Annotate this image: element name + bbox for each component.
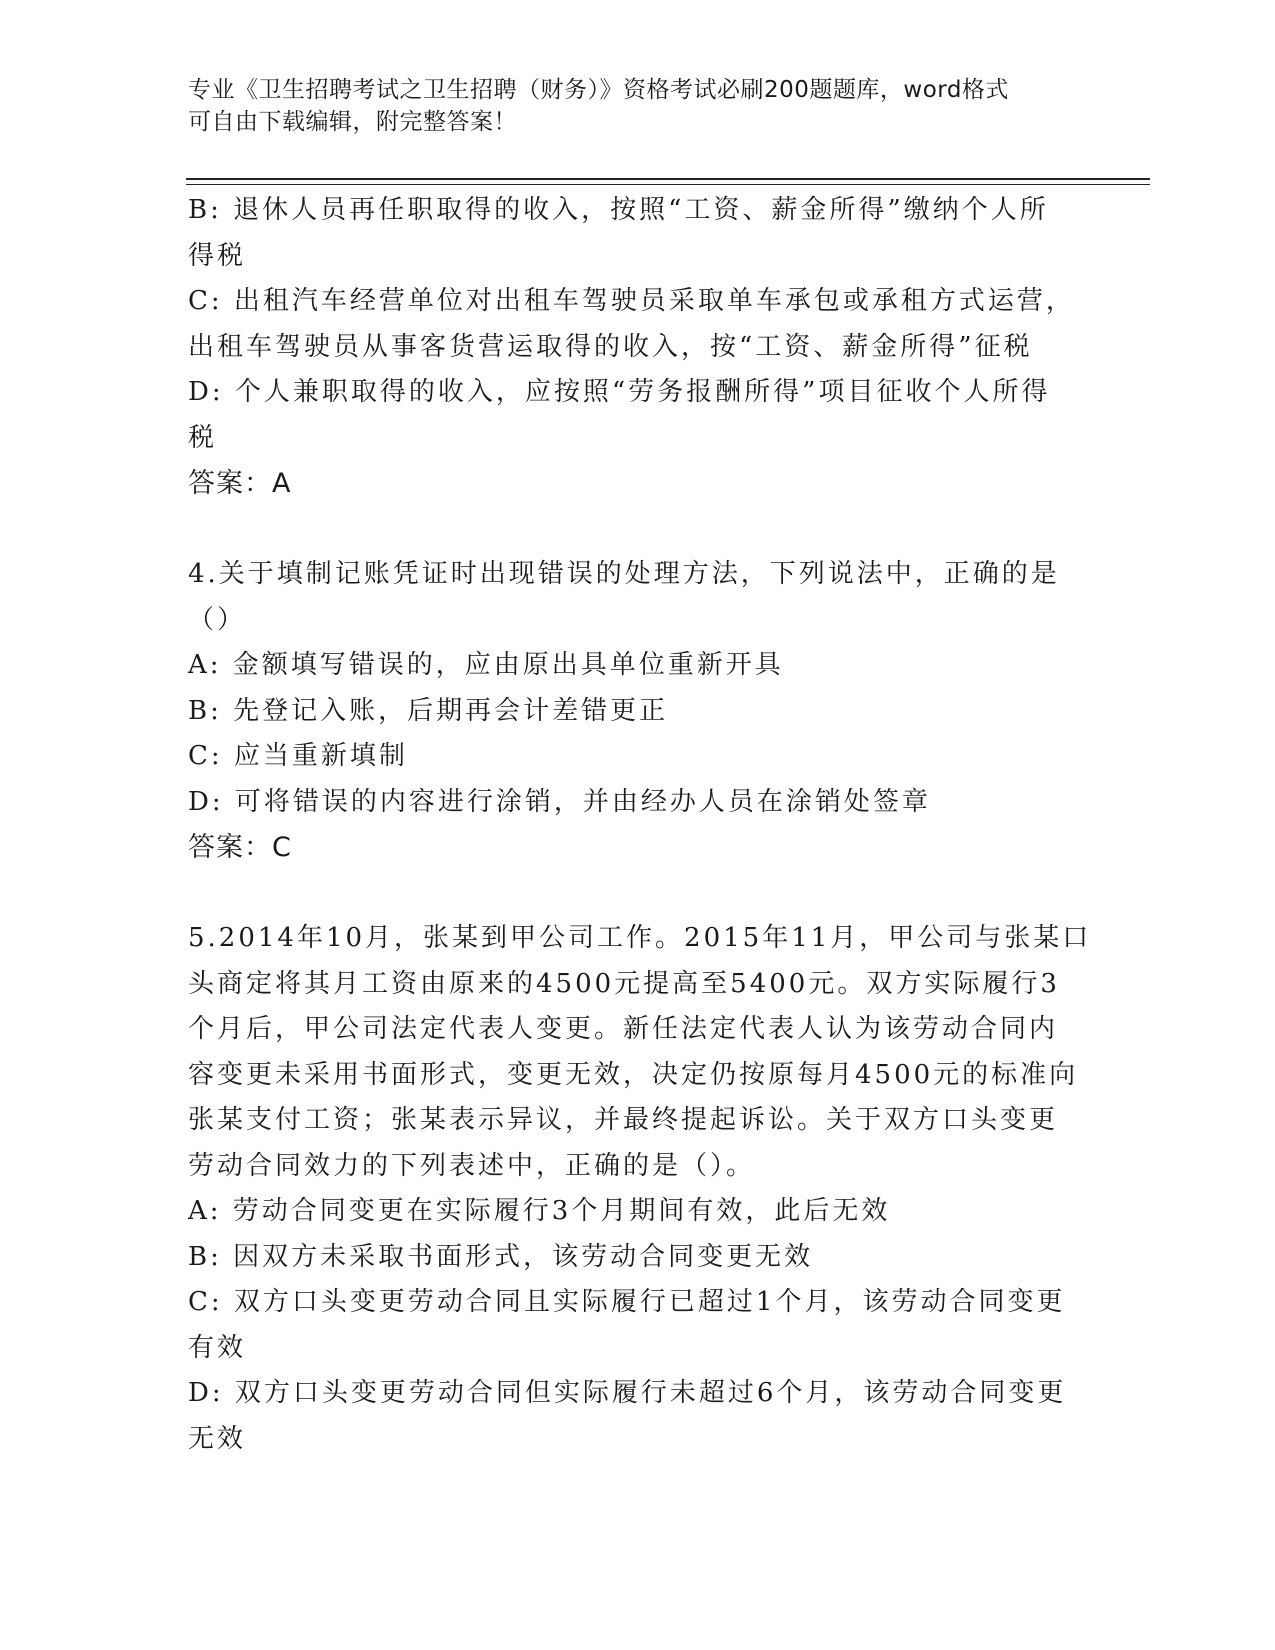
document-body <box>188 188 1092 1462</box>
question-4-answer: 答案：C <box>188 832 292 863</box>
question-text-line: （） <box>188 604 247 635</box>
question-4-stem <box>188 552 1088 643</box>
option-text-line: 有效 <box>188 1332 247 1363</box>
question-4-option-b: B: 先登记入账，后期再会计差错更正 <box>188 695 669 726</box>
header-title-line-2: 可自由下载编辑，附完整答案！ <box>188 109 517 135</box>
question-4-option-c: C: 应当重新填制 <box>188 741 408 771</box>
header-divider-thin <box>186 184 1150 185</box>
header-divider-thick <box>186 178 1150 180</box>
question-text-line: 个月后，甲公司法定代表人变更。新任法定代表人认为该劳动合同内 <box>188 1014 1059 1044</box>
question-text-line: 张某支付工资；张某表示异议，并最终提起诉讼。关于双方口头变更 <box>188 1105 1059 1135</box>
question-5-option-c <box>188 1280 1088 1371</box>
option-text-line: 税 <box>188 422 218 453</box>
question-5-stem <box>188 916 1092 1189</box>
option-text-line: C: 出租汽车经营单位对出租车驾驶员采取单车承包或承租方式运营， <box>188 286 1075 316</box>
question-text-line: 容变更未采用书面形式，变更无效，决定仍按原每月4500元的标准向 <box>188 1059 1079 1090</box>
question-3-option-b <box>188 188 1088 279</box>
spacer <box>188 507 1088 553</box>
option-text-line: D: 双方口头变更劳动合同但实际履行未超过6个月，该劳动合同变更 <box>188 1378 1067 1408</box>
option-text-line: C: 双方口头变更劳动合同且实际履行已超过1个月，该劳动合同变更 <box>188 1287 1066 1317</box>
question-3-option-c <box>188 279 1088 370</box>
spacer <box>188 871 1088 917</box>
question-text-line: 4.关于填制记账凭证时出现错误的处理方法，下列说法中，正确的是 <box>188 559 1060 589</box>
question-5-option-b: B: 因双方未采取书面形式，该劳动合同变更无效 <box>188 1241 814 1272</box>
question-text-line: 劳动合同效力的下列表述中，正确的是（）。 <box>188 1150 756 1181</box>
question-5-option-a: A: 劳动合同变更在实际履行3个月期间有效，此后无效 <box>188 1196 891 1226</box>
question-text-line: 5.2014年10月，张某到甲公司工作。2015年11月，甲公司与张某口 <box>188 923 1092 953</box>
question-4-option-a: A: 金额填写错误的，应由原出具单位重新开具 <box>188 650 784 680</box>
option-text-line: 无效 <box>188 1423 247 1454</box>
question-text-line: 头商定将其月工资由原来的4500元提高至5400元。双方实际履行3 <box>188 968 1060 999</box>
document-header <box>188 74 1068 138</box>
question-5-option-d <box>188 1371 1088 1462</box>
question-4-option-d: D: 可将错误的内容进行涂销，并由经办人员在涂销处签章 <box>188 786 931 817</box>
option-text-line: D: 个人兼职取得的收入，应按照“劳务报酬所得”项目征收个人所得 <box>188 377 1051 407</box>
option-text-line: 得税 <box>188 240 247 271</box>
option-text-line: 出租车驾驶员从事客货营运取得的收入，按“工资、薪金所得”征税 <box>188 331 1033 362</box>
option-text-line: B: 退休人员再任职取得的收入，按照“工资、薪金所得”缴纳个人所 <box>188 195 1049 225</box>
question-3-option-d <box>188 370 1088 461</box>
header-title-line-1: 专业《卫生招聘考试之卫生招聘（财务）》资格考试必刷200题题库，word格式 <box>188 77 1009 103</box>
question-3-answer: 答案：A <box>188 468 292 499</box>
